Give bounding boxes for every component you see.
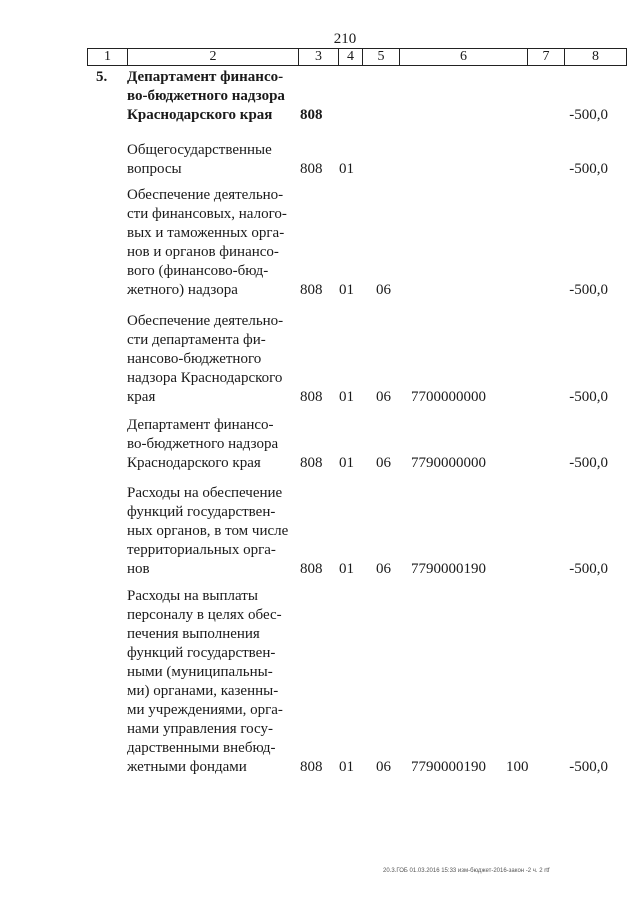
row-code-target: 7790000190 [411,561,486,577]
header-col-7: 7 [528,49,565,65]
row-name: Департамент финансо- во-бюджетного надзора Краснодарского края [127,417,279,471]
row-name: Расходы на выплаты персоналу в целях обес- печения выполнения функций государствен- ными (муниципальны- ми) органами, казенны- ми учреждениями, орга- нами управления госу- дарственными внебюд- жетными фондами [127,588,283,775]
row-code-ministry: 808 [300,107,323,123]
row-amount: -500,0 [569,561,608,577]
row-code-target: 7790000000 [411,455,486,471]
row-code-section: 01 [339,389,354,405]
row-number: 5. [96,69,108,85]
row-name: Расходы на обеспечение функций государствен- ных органов, в том числе территориальных орга- нов [127,485,289,577]
row-code-subsection: 06 [376,282,391,298]
row-code-section: 01 [339,759,354,775]
row-code-subsection: 06 [376,759,391,775]
header-col-6: 6 [400,49,528,65]
row-code-ministry: 808 [300,561,323,577]
header-col-8: 8 [592,49,599,64]
row-code-target: 7790000190 [411,759,486,775]
header-col-2: 2 [128,49,299,65]
row-name: Департамент финансо- во-бюджетного надзора Краснодарского края [127,69,285,123]
header-col-1: 1 [88,49,128,65]
row-code-section: 01 [339,455,354,471]
row-code-target: 7700000000 [411,389,486,405]
row-amount: -500,0 [569,389,608,405]
page-number: 210 [333,31,357,47]
row-name: Обеспечение деятельно- сти департамента фи- нансово-бюджетного надзора Краснодарского края [127,313,284,405]
header-col-5: 5 [363,49,400,65]
row-amount: -500,0 [569,455,608,471]
row-code-section: 01 [339,161,354,177]
row-code-expense-type: 100 [506,759,529,775]
document-footer: 20.3.ГОБ 01.03.2016 15:33 изм-бюджет-2016-закон -2 ч. 2 rtf [383,868,550,874]
row-code-section: 01 [339,282,354,298]
row-code-ministry: 808 [300,759,323,775]
table-header [87,48,627,66]
row-code-ministry: 808 [300,161,323,177]
row-code-ministry: 808 [300,389,323,405]
header-col-4: 4 [339,49,363,65]
row-code-subsection: 06 [376,389,391,405]
row-code-subsection: 06 [376,561,391,577]
row-code-section: 01 [339,561,354,577]
row-code-ministry: 808 [300,282,323,298]
row-amount: -500,0 [569,161,608,177]
row-code-ministry: 808 [300,455,323,471]
row-name: Общегосударственные вопросы [127,142,272,177]
row-amount: -500,0 [569,107,608,123]
row-amount: -500,0 [569,282,608,298]
header-col-3: 3 [299,49,339,65]
row-name: Обеспечение деятельно- сти финансовых, налого- вых и таможенных орга- нов и органов финансо- вого (финансово-бюд- жетного) надзора [127,187,287,298]
row-code-subsection: 06 [376,455,391,471]
row-amount: -500,0 [569,759,608,775]
